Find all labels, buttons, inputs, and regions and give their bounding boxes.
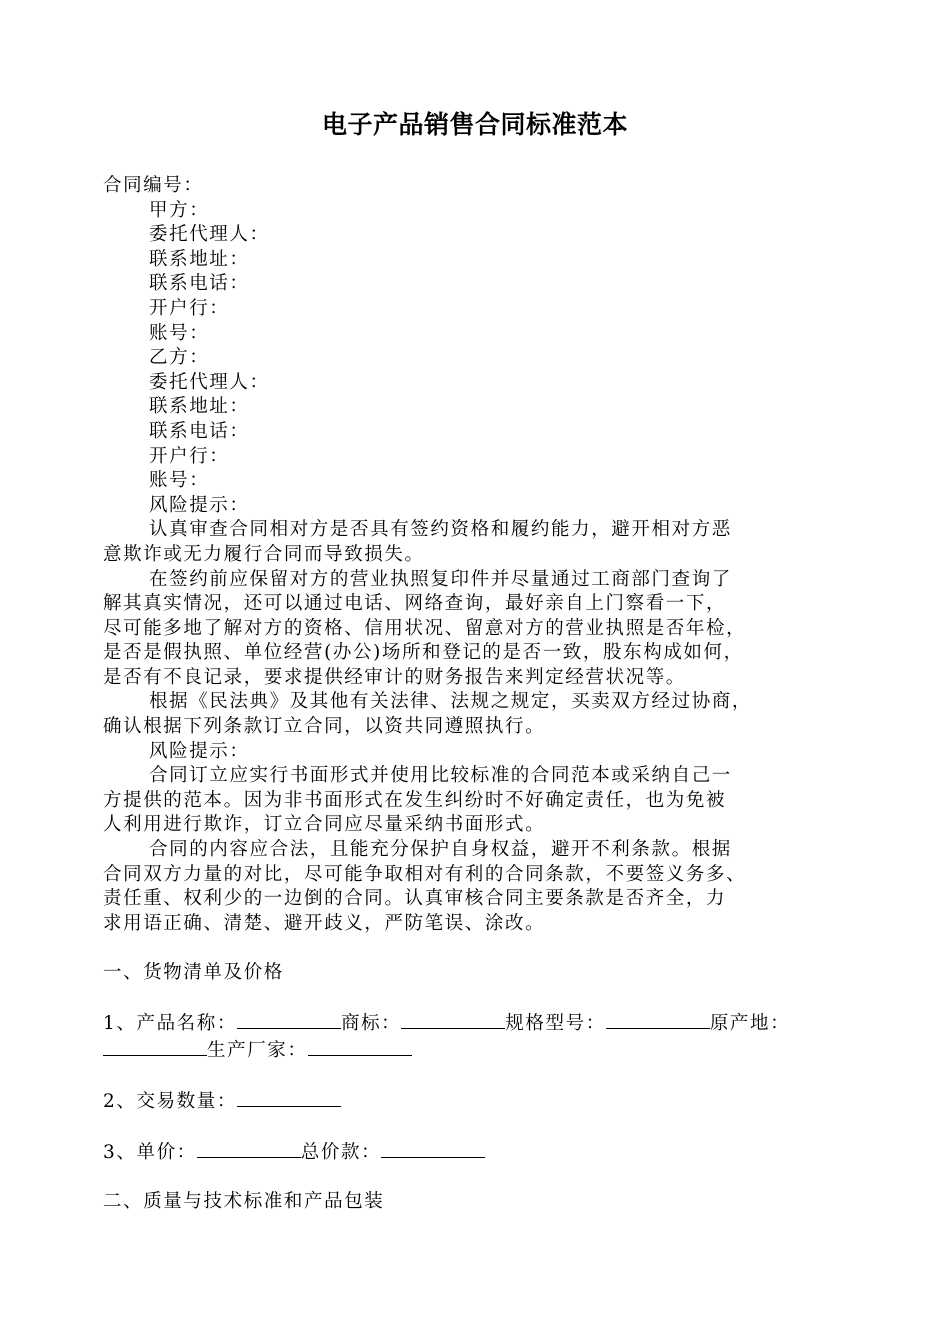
unit-price-label: 3、单价： bbox=[103, 1142, 197, 1164]
party-a-agent-label: 委托代理人： bbox=[149, 224, 270, 246]
party-b-address-label: 联系地址： bbox=[149, 396, 250, 418]
risk-2-paragraph-2-line: 合同的内容应合法，且能充分保护自身权益，避开不利条款。根据 bbox=[149, 839, 732, 861]
party-a-bank-label: 开户行： bbox=[149, 297, 230, 319]
total-price-blank[interactable] bbox=[381, 1139, 485, 1158]
maker-label: 生产厂家： bbox=[207, 1039, 308, 1061]
section-1-heading: 一、货物清单及价格 bbox=[103, 962, 284, 983]
model-label: 规格型号： bbox=[505, 1013, 606, 1035]
unit-price-blank[interactable] bbox=[197, 1139, 301, 1158]
item-1-line-1 bbox=[103, 1010, 863, 1037]
item-3-line bbox=[103, 1139, 863, 1166]
document-title: 电子产品销售合同标准范本 bbox=[321, 110, 628, 139]
party-a-phone-label: 联系电话： bbox=[149, 273, 250, 295]
party-a-account-label: 账号： bbox=[149, 322, 210, 344]
contract-number-label: 合同编号： bbox=[103, 175, 204, 196]
risk-1-paragraph-2-line: 是否有不良记录，要求提供经审计的财务报告来判定经营状况等。 bbox=[103, 666, 686, 688]
quantity-label: 2、交易数量： bbox=[103, 1090, 237, 1112]
risk-notice-2-label: 风险提示： bbox=[149, 740, 250, 762]
party-b-bank-label: 开户行： bbox=[149, 445, 230, 467]
product-name-label: 1、产品名称： bbox=[103, 1013, 237, 1035]
party-a-label: 甲方： bbox=[149, 199, 210, 221]
risk-2-paragraph-2-line: 求用语正确、清楚、避开歧义，严防笔误、涂改。 bbox=[103, 912, 546, 934]
risk-1-paragraph-1-line: 认真审查合同相对方是否具有签约资格和履约能力，避开相对方恶 bbox=[149, 519, 732, 541]
item-1-line-2 bbox=[103, 1037, 863, 1064]
party-a-address-label: 联系地址： bbox=[149, 248, 250, 270]
brand-blank[interactable] bbox=[401, 1010, 505, 1029]
risk-2-paragraph-1-line: 合同订立应实行书面形式并使用比较标准的合同范本或采纳自己一 bbox=[149, 765, 732, 787]
quantity-blank[interactable] bbox=[237, 1088, 341, 1107]
origin-label: 原产地： bbox=[709, 1013, 791, 1035]
risk-1-paragraph-2-line: 解其真实情况，还可以通过电话、网络查询，最好亲自上门察看一下， bbox=[103, 593, 727, 615]
document-body bbox=[103, 174, 863, 1215]
origin-blank[interactable] bbox=[103, 1037, 207, 1056]
risk-2-paragraph-2-line: 合同双方力量的对比，尽可能争取相对有利的合同条款，不要签义务多、 bbox=[103, 863, 747, 885]
risk-1-paragraph-1-line: 意欺诈或无力履行合同而导致损失。 bbox=[103, 543, 425, 565]
model-blank[interactable] bbox=[606, 1010, 710, 1029]
basis-paragraph-line: 根据《民法典》及其他有关法律、法规之规定，买卖双方经过协商， bbox=[149, 691, 753, 713]
party-b-account-label: 账号： bbox=[149, 470, 210, 492]
risk-2-paragraph-2-line: 责任重、权利少的一边倒的合同。认真审核合同主要条款是否齐全，力 bbox=[103, 888, 727, 910]
maker-blank[interactable] bbox=[308, 1037, 412, 1056]
party-b-phone-label: 联系电话： bbox=[149, 420, 250, 442]
total-price-label: 总价款： bbox=[300, 1142, 382, 1164]
basis-paragraph-line: 确认根据下列条款订立合同，以资共同遵照执行。 bbox=[103, 716, 546, 738]
risk-2-paragraph-1-line: 方提供的范本。因为非书面形式在发生纠纷时不好确定责任，也为免被 bbox=[103, 789, 727, 811]
party-b-label: 乙方： bbox=[149, 347, 210, 369]
risk-notice-1-label: 风险提示： bbox=[149, 494, 250, 516]
item-2-line bbox=[103, 1088, 863, 1115]
risk-2-paragraph-1-line: 人利用进行欺诈，订立合同应尽量采纳书面形式。 bbox=[103, 814, 546, 836]
section-2-heading: 二、质量与技术标准和产品包装 bbox=[103, 1191, 385, 1213]
risk-1-paragraph-2-line: 尽可能多地了解对方的资格、信用状况、留意对方的营业执照是否年检， bbox=[103, 617, 747, 639]
risk-1-paragraph-2-line: 是否是假执照、单位经营(办公)场所和登记的是否一致，股东构成如何， bbox=[103, 642, 744, 664]
party-b-agent-label: 委托代理人： bbox=[149, 371, 270, 393]
risk-1-paragraph-2-line: 在签约前应保留对方的营业执照复印件并尽量通过工商部门查询了 bbox=[149, 568, 732, 590]
brand-label: 商标： bbox=[340, 1013, 402, 1035]
product-name-blank[interactable] bbox=[237, 1010, 341, 1029]
